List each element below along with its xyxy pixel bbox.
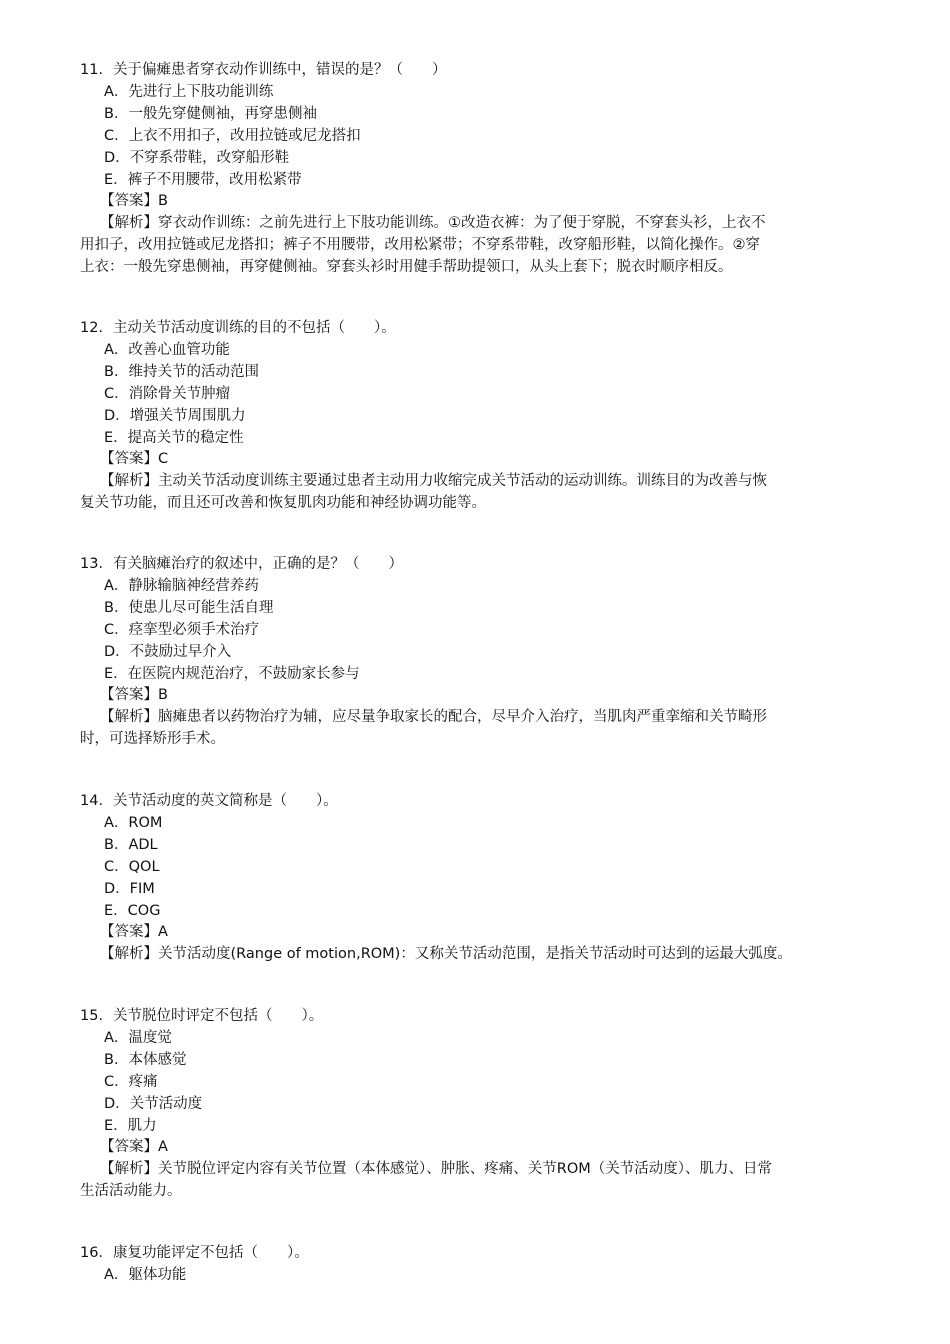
option-b: B．ADL: [104, 837, 158, 853]
option-b: B．本体感觉: [104, 1052, 187, 1068]
option-c: C．痉挛型必须手术治疗: [104, 622, 260, 638]
option-a: A．ROM: [104, 815, 163, 831]
question-stem: 12．主动关节活动度训练的目的不包括（ ）。: [80, 320, 396, 336]
explanation-line: 时，可选择矫形手术。: [80, 731, 225, 747]
option-d: D．关节活动度: [104, 1096, 203, 1112]
option-e: E．肌力: [104, 1118, 157, 1134]
explanation-line: 【解析】脑瘫患者以药物治疗为辅，应尽量争取家长的配合，尽早介入治疗，当肌肉严重挛缩和关节畸形: [100, 709, 767, 725]
answer-line: 【答案】A: [100, 1139, 168, 1155]
option-a: A．温度觉: [104, 1030, 172, 1046]
question-stem: 16．康复功能评定不包括（ ）。: [80, 1245, 309, 1261]
option-c: C．上衣不用扣子，改用拉链或尼龙搭扣: [104, 128, 361, 144]
option-a: A．先进行上下肢功能训练: [104, 84, 274, 100]
question-stem: 13．有关脑瘫治疗的叙述中，正确的是？（ ）: [80, 556, 403, 572]
option-b: B．使患儿尽可能生活自理: [104, 600, 274, 616]
option-a: A．静脉输脑神经营养药: [104, 578, 259, 594]
question-stem: 14．关节活动度的英文简称是（ ）。: [80, 793, 338, 809]
explanation-line: 【解析】关节脱位评定内容有关节位置（本体感觉）、肿胀、疼痛、关节ROM（关节活动度）、肌力、日常: [100, 1161, 772, 1177]
option-e: E．COG: [104, 903, 161, 919]
option-c: C．疼痛: [104, 1074, 158, 1090]
option-d: D．FIM: [104, 881, 155, 897]
option-a: A．躯体功能: [104, 1267, 187, 1283]
option-d: D．增强关节周围肌力: [104, 408, 246, 424]
answer-line: 【答案】A: [100, 924, 168, 940]
option-c: C．消除骨关节肿瘤: [104, 386, 231, 402]
explanation-line: 【解析】穿衣动作训练：之前先进行上下肢功能训练。①改造衣裤：为了便于穿脱，不穿套头衫，上衣不: [100, 215, 766, 231]
option-e: E．在医院内规范治疗，不鼓励家长参与: [104, 666, 360, 682]
explanation-line: 用扣子，改用拉链或尼龙搭扣；裤子不用腰带，改用松紧带；不穿系带鞋，改穿船形鞋，以简化操作。②穿: [80, 237, 760, 253]
answer-line: 【答案】C: [100, 451, 169, 467]
explanation-line: 复关节功能，而且还可改善和恢复肌肉功能和神经协调功能等。: [80, 495, 486, 511]
option-a: A．改善心血管功能: [104, 342, 230, 358]
option-e: E．裤子不用腰带，改用松紧带: [104, 172, 302, 188]
explanation-line: 生活活动能力。: [80, 1183, 182, 1199]
explanation-line: 【解析】主动关节活动度训练主要通过患者主动用力收缩完成关节活动的运动训练。训练目的为改善与恢: [100, 473, 767, 489]
option-b: B．一般先穿健侧袖，再穿患侧袖: [104, 106, 317, 122]
explanation-line: 上衣：一般先穿患侧袖，再穿健侧袖。穿套头衫时用健手帮助提领口，从头上套下；脱衣时顺序相反。: [80, 259, 733, 275]
option-b: B．维持关节的活动范围: [104, 364, 259, 380]
option-d: D．不鼓励过早介入: [104, 644, 232, 660]
option-e: E．提高关节的稳定性: [104, 430, 244, 446]
question-stem: 11．关于偏瘫患者穿衣动作训练中，错误的是？（ ）: [80, 62, 447, 78]
option-c: C．QOL: [104, 859, 160, 875]
explanation-line: 【解析】关节活动度(Range of motion,ROM)：又称关节活动范围，是指关节活动时可达到的运最大弧度。: [100, 946, 792, 962]
question-stem: 15．关节脱位时评定不包括（ ）。: [80, 1008, 324, 1024]
answer-line: 【答案】B: [100, 687, 168, 703]
option-d: D．不穿系带鞋，改穿船形鞋: [104, 150, 290, 166]
answer-line: 【答案】B: [100, 193, 168, 209]
